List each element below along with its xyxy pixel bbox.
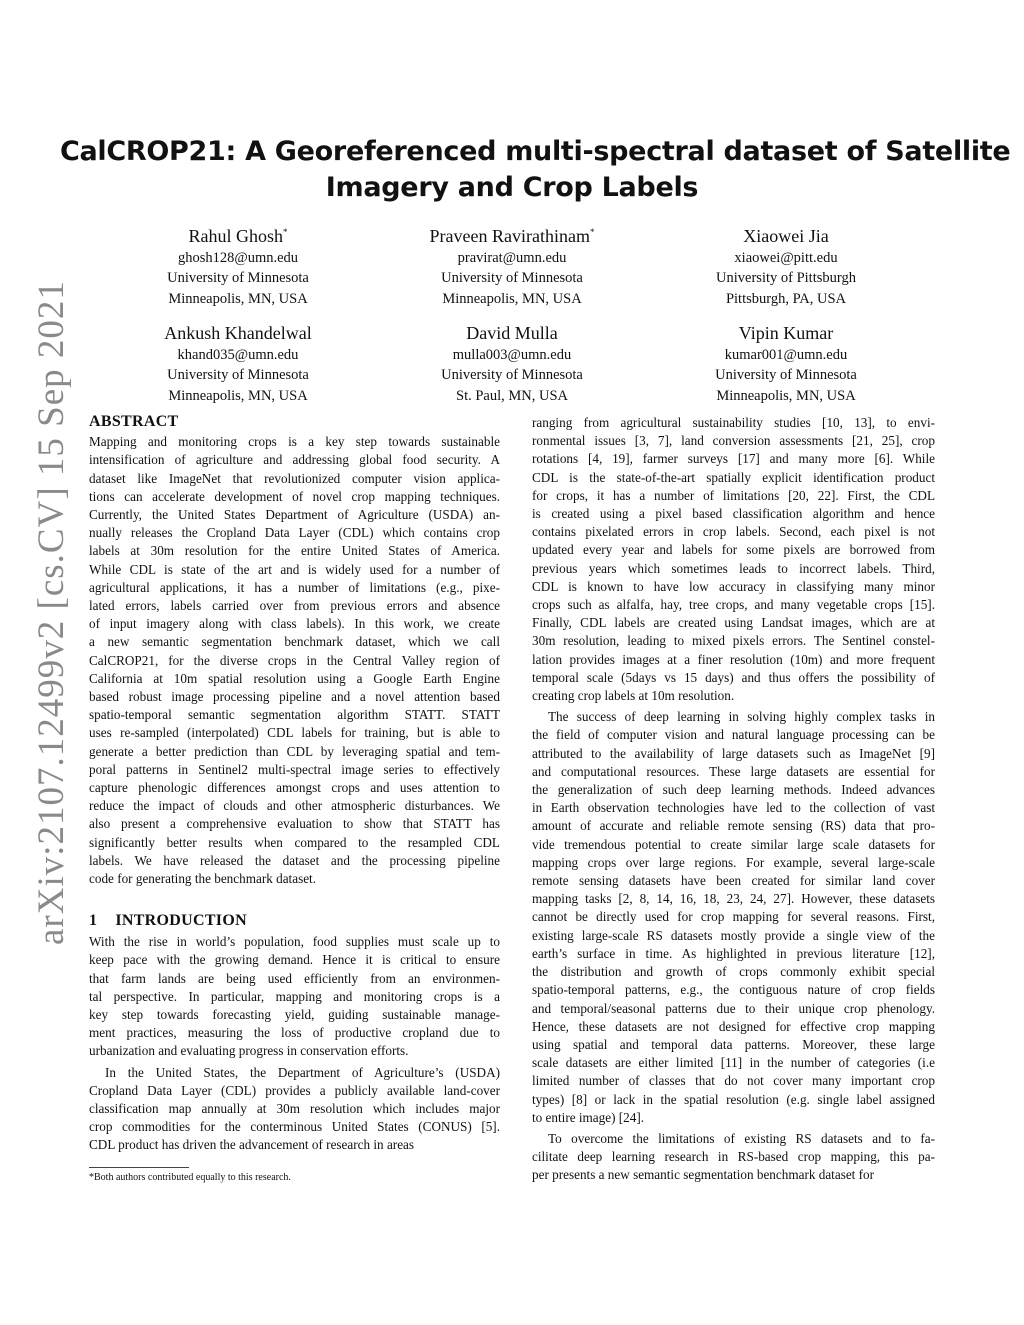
section-heading <box>89 912 500 930</box>
abstract-body <box>89 433 500 888</box>
abstract-section <box>89 413 500 888</box>
text-line: 30m resolution, leading to mixed pixels errors. The Sentinel constel- <box>532 633 935 649</box>
author-name: Vipin Kumar <box>738 323 834 343</box>
text-line: per presents a new semantic segmentation benchmark dataset for <box>532 1167 875 1183</box>
text-line: labels. We have released the dataset and the processing pipeline <box>89 852 500 868</box>
author-name: David Mulla <box>466 323 558 343</box>
author-email: ghosh128@umn.edu <box>177 250 299 266</box>
author-location: Pittsburgh, PA, USA <box>725 290 847 307</box>
footnote: *Both authors contributed equally to this research. <box>89 1172 291 1183</box>
text-line: and computational resources. These large datasets are essential for <box>532 763 935 779</box>
text-line: capture phenologic differences amongst crops and uses attention to <box>89 780 500 796</box>
text-line: scale datasets are either limited [11] in the number of categories (i.e <box>532 1055 935 1071</box>
text-line: types) [8] or lack in the spatial resolution (e.g. single label assigned <box>532 1091 935 1107</box>
text-line: cannot be directly used for crop mapping for several reasons. First, <box>532 909 935 925</box>
text-line: The success of deep learning in solving highly complex tasks in <box>548 709 935 725</box>
footnote-rule <box>89 1167 189 1168</box>
text-line: the distribution and growth of crops commonly exhibit special <box>532 964 935 980</box>
right-column <box>532 414 935 1185</box>
author-block <box>362 317 662 406</box>
paragraph <box>532 414 935 705</box>
text-line: significantly better results when compared to the resampled CDL <box>89 834 500 850</box>
text-line: CDL is known to have low accuracy in classifying many minor <box>532 578 935 594</box>
text-line: poral patterns in Sentinel2 multi-spectral image series to effectively <box>89 761 500 777</box>
author-location: Minneapolis, MN, USA <box>168 387 308 404</box>
paragraph <box>532 1130 935 1185</box>
text-line: agricultural applications, it has a number of limitations (e.g., pixe- <box>89 579 500 595</box>
text-line: temporal scale (5days vs 15 days) and thus offers the possibility of <box>532 669 935 685</box>
author-location: Minneapolis, MN, USA <box>168 290 308 307</box>
text-line: ranging from agricultural sustainability studies [10, 13], to envi- <box>532 415 935 430</box>
text-line: that farm lands are being used efficiently from an environmen- <box>89 970 500 986</box>
text-line: ment practices, measuring the loss of productive cropland due to <box>89 1025 500 1041</box>
text-line: rotations [4, 19], farmer surveys [17] and many more [6]. While <box>532 451 935 467</box>
text-line: lated errors, labels carried over from previous errors and absence <box>89 598 500 614</box>
text-line: CDL is the state-of-the-art spatially explicit identification product <box>532 469 935 485</box>
title-line: CalCROP21: A Georeferenced multi-spectral dataset of Satellite <box>60 136 1011 167</box>
author-affiliation: University of Minnesota <box>441 270 583 287</box>
text-line: to entire image) [24]. <box>532 1109 645 1125</box>
text-line: CalCROP21, for the diverse crops in the Central Valley region of <box>89 652 500 668</box>
text-line: and temporal/seasonal patterns due to their unique crop phenology. <box>532 1000 935 1016</box>
author-location: Minneapolis, MN, USA <box>442 290 582 307</box>
text-line: updated every year and labels for some pixels are borrowed from <box>532 542 935 558</box>
text-line: the field of computer vision and natural language processing can be <box>532 727 935 743</box>
text-line: reduce the impact of clouds and other atmospheric disturbances. We <box>89 798 500 814</box>
text-line: dataset like ImageNet that revolutionized computer vision applica- <box>89 470 500 486</box>
introduction-section <box>89 912 500 1155</box>
author-block <box>636 220 936 309</box>
author-email: xiaowei@pitt.edu <box>734 250 838 266</box>
author-name: Praveen Ravirathinam* <box>429 226 595 246</box>
author-email: mulla003@umn.edu <box>452 347 572 363</box>
text-line: urbanization and evaluating progress in conservation efforts. <box>89 1043 409 1059</box>
text-line: based robust image processing pipeline and a novel attention based <box>89 689 500 705</box>
author-email: pravirat@umn.edu <box>457 250 567 266</box>
text-line: ronmental issues [3, 7], land conversion assessments [21, 25], crop <box>532 433 935 449</box>
text-line: remote sensing datasets have been created for similar land cover <box>532 873 935 889</box>
text-line: creating crop labels at 10m resolution. <box>532 688 735 704</box>
text-line: mapping tasks [2, 8, 14, 16, 18, 23, 24, 27]. However, these datasets <box>532 891 935 907</box>
text-line: Mapping and monitoring crops is a key step towards sustainable <box>89 434 500 450</box>
text-line: earth’s surface in time. As highlighted in previous literature [12], <box>532 945 935 961</box>
text-line: crops such as alfalfa, hay, tree crops, and many vegetable crops [15]. <box>532 597 935 613</box>
author-name: Rahul Ghosh* <box>188 226 288 246</box>
text-line: tal perspective. In particular, mapping and monitoring crops is a <box>89 988 500 1004</box>
text-line: contains pixelated errors in crop labels. Second, each pixel is not <box>532 524 935 540</box>
text-line: lation provides images at a finer resolution (10m) and more frequent <box>532 651 935 667</box>
text-line: of input imagery along with class labels). In this work, we create <box>89 616 500 632</box>
author-affiliation: University of Minnesota <box>167 367 309 384</box>
author-affiliation: University of Minnesota <box>167 270 309 287</box>
text-line: using spatial and temporal data patterns. Moreover, these large <box>532 1036 935 1052</box>
section-number: 1 <box>89 912 98 929</box>
text-line: spatio-temporal semantic segmentation algorithm STATT. STATT <box>89 707 500 723</box>
author-location: Minneapolis, MN, USA <box>716 387 856 404</box>
text-line: for crops, it has a number of limitations [20, 22]. First, the CDL <box>532 487 935 503</box>
arxiv-stamp: arXiv:2107.12499v2 [cs.CV] 15 Sep 2021 <box>31 280 72 945</box>
text-line: Hence, these datasets are not designed for effective crop mapping <box>532 1018 935 1034</box>
text-line: nually releases the Cropland Data Layer (CDL) which contains crop <box>89 525 500 541</box>
author-email: kumar001@umn.edu <box>724 347 848 363</box>
text-line: crop commodities for the conterminous United States (CONUS) [5]. <box>89 1119 500 1135</box>
text-line: key step towards forecasting yield, guiding sustainable manage- <box>89 1007 500 1023</box>
text-line: existing large-scale RS datasets mostly provide a single view of the <box>532 927 935 943</box>
text-line: To overcome the limitations of existing RS datasets and to fa- <box>548 1130 935 1146</box>
author-affiliation: University of Pittsburgh <box>716 270 856 287</box>
text-line: keep pace with the growing demand. Hence it is critical to ensure <box>89 952 500 968</box>
text-line: amount of accurate and reliable remote sensing (RS) data that pro- <box>532 818 935 834</box>
text-line: While CDL is state of the art and is widely used for a number of <box>89 561 500 577</box>
author-name: Ankush Khandelwal <box>164 323 312 343</box>
text-line: a new semantic segmentation benchmark dataset, which we call <box>89 634 500 650</box>
text-line: California at 10m spatial resolution using a Google Earth Engine <box>89 670 500 686</box>
paragraph <box>89 933 500 1060</box>
author-block <box>88 317 388 406</box>
abstract-heading: ABSTRACT <box>89 413 179 430</box>
text-line: limited number of classes that do not cover many important crop <box>532 1073 935 1089</box>
section-title: INTRODUCTION <box>115 912 247 929</box>
text-line: intensification of agriculture and addressing global food security. A <box>89 452 500 468</box>
author-block <box>636 317 936 406</box>
paragraph <box>532 708 935 1127</box>
text-line: uses re-sampled (interpolated) CDL labels for training, but is able to <box>89 725 500 741</box>
text-line: code for generating the benchmark dataset. <box>89 871 317 887</box>
text-line: Finally, CDL labels are created using Landsat images, which are at <box>532 615 935 631</box>
text-line: classification map annually at 30m resolution which includes major <box>89 1101 500 1117</box>
author-affiliation: University of Minnesota <box>715 367 857 384</box>
paragraph <box>89 1064 500 1155</box>
text-line: Currently, the United States Department of Agriculture (USDA) an- <box>89 507 500 523</box>
title-line: Imagery and Crop Labels <box>325 172 699 203</box>
text-line: cilitate deep learning research in RS-based crop mapping, this pa- <box>532 1149 935 1165</box>
paper-title <box>60 134 1011 206</box>
text-line: generate a better prediction than CDL by leveraging spatial and tem- <box>89 743 500 759</box>
text-line: in Earth observation technologies have led to the collection of vast <box>532 800 935 816</box>
text-line: CDL product has driven the advancement of research in areas <box>89 1137 415 1153</box>
text-line: spatio-temporal patterns, e.g., the contiguous nature of crop fields <box>532 982 935 998</box>
author-location: St. Paul, MN, USA <box>456 387 568 404</box>
author-affiliation: University of Minnesota <box>441 367 583 384</box>
text-line: In the United States, the Department of Agriculture’s (USDA) <box>105 1064 500 1080</box>
text-line: also present a comprehensive evaluation to show that STATT has <box>89 816 500 832</box>
text-line: tions can accelerate development of novel crop mapping techniques. <box>89 488 500 504</box>
text-line: attributed to the availability of large datasets such as ImageNet [9] <box>532 745 935 761</box>
text-line: is created using a pixel based classification algorithm and hence <box>532 506 935 522</box>
author-name: Xiaowei Jia <box>743 226 829 246</box>
text-line: vide tremendous potential to create similar large scale datasets for <box>532 836 935 852</box>
text-line: mapping crops over large regions. For example, several large-scale <box>532 854 935 870</box>
text-line: Cropland Data Layer (CDL) provides a publicly available land-cover <box>89 1082 500 1098</box>
text-line: the generalization of such deep learning methods. Indeed advances <box>532 782 935 798</box>
author-email: khand035@umn.edu <box>177 347 299 363</box>
author-block <box>88 220 388 309</box>
text-line: With the rise in world’s population, food supplies must scale up to <box>89 934 500 950</box>
text-line: labels at 30m resolution for the entire United States of America. <box>89 543 500 559</box>
text-line: previous years which sometimes leads to incorrect labels. Third, <box>532 560 935 576</box>
author-block <box>362 220 662 309</box>
